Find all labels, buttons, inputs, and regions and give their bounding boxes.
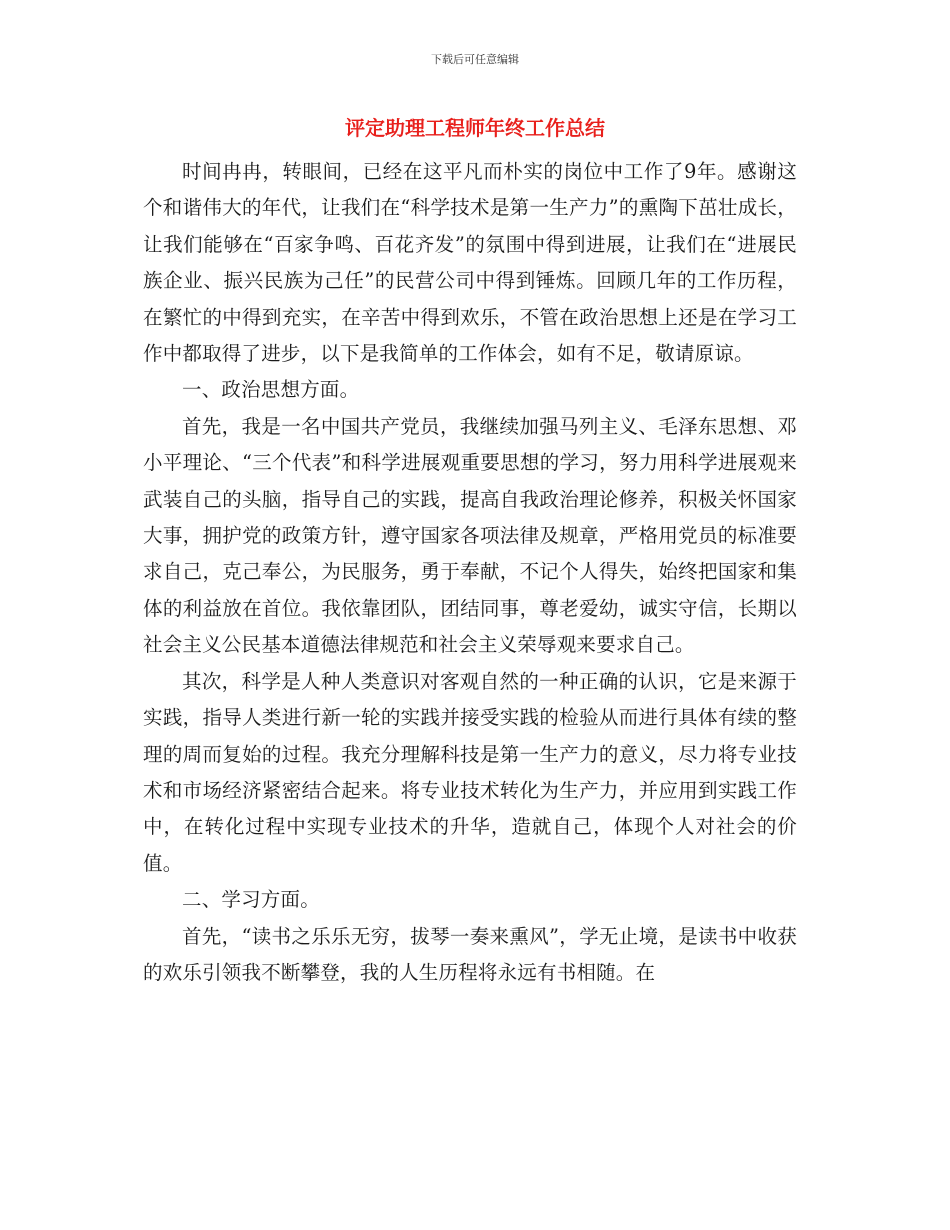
paragraph-political-first: 首先，我是一名中国共产党员，我继续加强马列主义、毛泽东思想、邓小平理论、“三个代表”和科学进展观重要思想的学习，努力用科学进展观来武装自己的头脑，指导自己的实践，提高自我政治理论修养，积极关怀国家大事，拥护党的政策方针，遵守国家各项法律及规章，严格用党员的标准要求自己，克己奉公，为民服务，勇于奉献，不记个人得失，始终把国家和集体的利益放在首位。我依靠团队，团结同事，尊老爱幼，诚实守信，长期以社会主义公民基本道德法律规范和社会主义荣辱观来要求自己。	[143, 414, 797, 657]
document-body	[143, 154, 797, 991]
section-heading-political: 一、政治思想方面。	[182, 378, 360, 402]
paragraph-intro: 时间冉冉，转眼间，已经在这平凡而朴实的岗位中工作了9年。感谢这个和谐伟大的年代，让我们在“科学技术是第一生产力”的熏陶下茁壮成长，让我们能够在“百家争鸣、百花齐发”的氛围中得到进展，让我们在“进展民族企业、振兴民族为己任”的民营公司中得到锤炼。回顾几年的工作历程，在繁忙的中得到充实，在辛苦中得到欢乐，不管在政治思想上还是在学习工作中都取得了进步，以下是我简单的工作体会，如有不足，敬请原谅。	[143, 160, 797, 366]
section-heading-study: 二、学习方面。	[182, 888, 320, 912]
paragraph-study-first: 首先，“读书之乐乐无穷，拔琴一奏来熏风”，学无止境，是读书中收获的欢乐引领我不断攀登，我的人生历程将永远有书相随。在	[143, 924, 797, 984]
header-note: 下载后可任意编辑	[431, 53, 519, 66]
document-title: 评定助理工程师年终工作总结	[345, 116, 605, 140]
paragraph-political-second: 其次，科学是人种人类意识对客观自然的一种正确的认识，它是来源于实践，指导人类进行新一轮的实践并接受实践的检验从而进行具体有续的整理的周而复始的过程。我充分理解科技是第一生产力的意义，尽力将专业技术和市场经济紧密结合起来。将专业技术转化为生产力，并应用到实践工作中，在转化过程中实现专业技术的升华，造就自己，体现个人对社会的价值。	[143, 669, 797, 875]
